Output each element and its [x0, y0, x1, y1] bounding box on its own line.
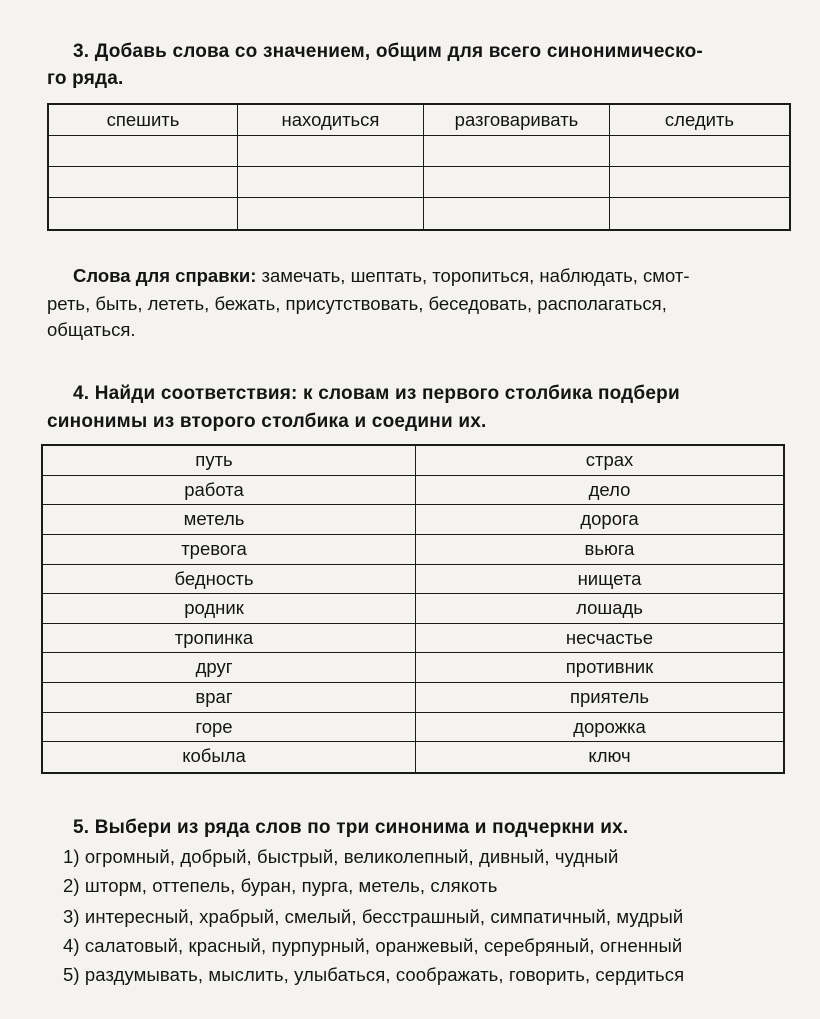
left-word: кобыла — [43, 742, 416, 772]
task5-row-2: 2) шторм, оттепель, буран, пурга, метель, слякоть — [63, 875, 498, 896]
right-word: страх — [416, 446, 783, 476]
right-word: несчастье — [416, 624, 783, 654]
task3-reference-line3: общаться. — [47, 319, 136, 340]
task4-title-line1: 4. Найди соответствия: к словам из первого столбика подбери — [73, 383, 680, 404]
answer-cell[interactable] — [424, 167, 610, 198]
left-word: тропинка — [43, 624, 416, 654]
answer-cell[interactable] — [424, 198, 610, 229]
left-word: метель — [43, 505, 416, 535]
task4-table — [41, 444, 785, 774]
right-word: вьюга — [416, 535, 783, 565]
left-word: враг — [43, 683, 416, 713]
answer-cell[interactable] — [610, 136, 789, 167]
reference-label: Слова для справки: — [73, 265, 257, 286]
task3-title-line1: 3. Добавь слова со значением, общим для всего синонимическо- — [73, 41, 703, 62]
right-word: ключ — [588, 745, 631, 767]
task5-row-1: 1) огромный, добрый, быстрый, великолепный, дивный, чудный — [63, 846, 619, 867]
left-word: работа — [43, 476, 416, 506]
task4-title-line2: синонимы из второго столбика и соедини их. — [47, 411, 487, 432]
answer-cell[interactable] — [49, 198, 238, 229]
task3-table — [47, 103, 791, 231]
left-word: бедность — [43, 565, 416, 595]
task3-column-header: находиться — [238, 105, 424, 136]
answer-cell[interactable] — [424, 136, 610, 167]
task3-column-header: спешить — [49, 105, 238, 136]
task5-row-5: 5) раздумывать, мыслить, улыбаться, соображать, говорить, сердиться — [63, 964, 685, 985]
task3-column-header: разговаривать — [424, 105, 610, 136]
answer-cell[interactable] — [238, 167, 424, 198]
answer-cell[interactable] — [49, 167, 238, 198]
answer-cell[interactable] — [610, 167, 789, 198]
left-word: родник — [43, 594, 416, 624]
right-word: нищета — [416, 565, 783, 595]
right-word: приятель — [416, 683, 783, 713]
left-word: друг — [43, 653, 416, 683]
answer-cell[interactable] — [49, 136, 238, 167]
task5-title: 5. Выбери из ряда слов по три синонима и подчеркни их. — [73, 817, 629, 838]
task5-row-4: 4) салатовый, красный, пурпурный, оранжевый, серебряный, огненный — [63, 935, 683, 956]
right-word: противник — [416, 653, 783, 683]
task5-row-3: 3) интересный, храбрый, смелый, бесстрашный, симпатичный, мудрый — [63, 906, 684, 927]
task3-reference-line2: реть, быть, лететь, бежать, присутствовать, беседовать, располагаться, — [47, 293, 667, 314]
left-word: горе — [43, 713, 416, 743]
left-word: путь — [43, 446, 416, 476]
answer-cell[interactable] — [610, 198, 789, 229]
task3-title-line2: го ряда. — [47, 68, 124, 89]
left-word: тревога — [43, 535, 416, 565]
right-word: дорога — [416, 505, 783, 535]
right-word: лошадь — [416, 594, 783, 624]
right-word: дорожка — [416, 713, 783, 743]
answer-cell[interactable] — [238, 198, 424, 229]
task3-column-header: следить — [610, 105, 789, 136]
right-word: дело — [416, 476, 783, 506]
reference-words: замечать, шептать, торопиться, наблюдать, смот- — [261, 265, 690, 286]
answer-cell[interactable] — [238, 136, 424, 167]
task3-reference-line1 — [73, 262, 690, 290]
